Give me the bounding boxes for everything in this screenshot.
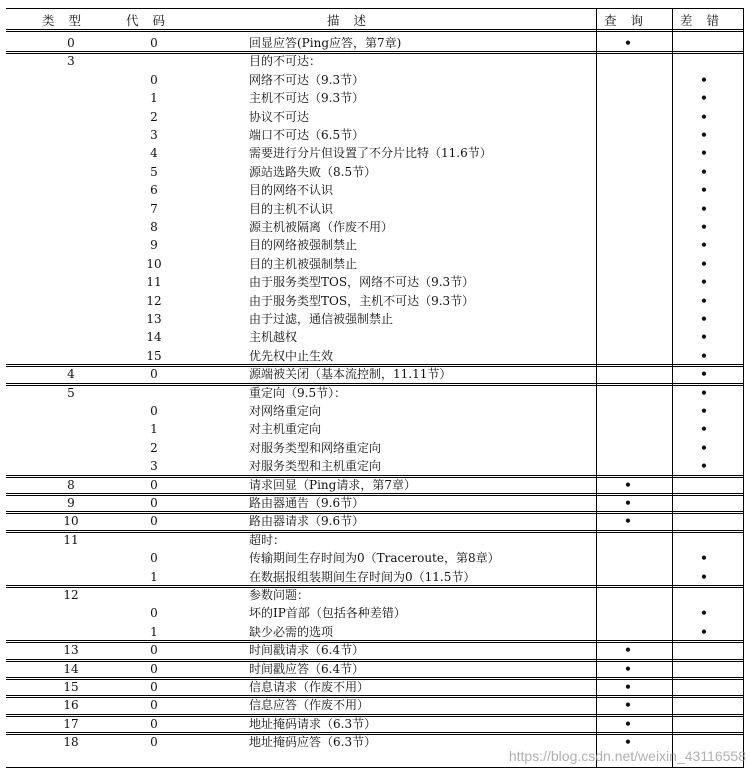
cell-error-mark: • — [700, 606, 708, 621]
table-row — [6, 34, 744, 52]
cell-description: 传输期间生存时间为0（Traceroute，第8章） — [249, 551, 500, 566]
cell-code: 1 — [150, 569, 158, 584]
group-rule — [6, 640, 744, 643]
cell-code: 5 — [150, 164, 158, 179]
table-row — [6, 623, 744, 641]
cell-code: 0 — [150, 36, 158, 50]
cell-error-mark: • — [700, 164, 708, 179]
cell-code: 0 — [150, 698, 158, 713]
table-row — [6, 402, 744, 420]
cell-code: 11 — [146, 275, 162, 290]
cell-code: 0 — [150, 514, 158, 529]
cell-description: 主机越权 — [249, 330, 298, 345]
table-row — [6, 549, 744, 567]
cell-description: 需要进行分片但设置了不分片比特（11.6节） — [249, 146, 492, 161]
table-row — [6, 200, 744, 218]
cell-code: 0 — [150, 551, 158, 566]
cell-description: 源端被关闭（基本流控制，11.11节） — [249, 367, 452, 382]
cell-query-mark: • — [624, 477, 632, 492]
group-rule — [6, 475, 744, 478]
cell-code: 1 — [150, 91, 158, 106]
cell-error-mark: • — [700, 459, 708, 474]
cell-error-mark: • — [700, 348, 708, 363]
bottom-rule — [6, 767, 744, 768]
cell-error-mark: • — [700, 72, 708, 87]
cell-code: 14 — [146, 330, 162, 345]
table-row — [6, 604, 744, 622]
cell-code: 0 — [150, 661, 158, 676]
cell-description: 对服务类型和网络重定向 — [249, 440, 382, 455]
table-row — [6, 494, 744, 512]
cell-code: 0 — [150, 496, 158, 510]
table-row — [6, 126, 744, 144]
column-rule — [596, 8, 597, 768]
cell-code: 9 — [150, 238, 158, 253]
cell-code: 4 — [150, 146, 158, 161]
cell-description: 协议不可达 — [249, 109, 310, 124]
cell-type: 3 — [67, 54, 75, 69]
cell-error-mark: • — [700, 440, 708, 455]
cell-error-mark: • — [700, 220, 708, 234]
cell-code: 3 — [150, 459, 158, 474]
cell-error-mark: • — [700, 183, 708, 198]
cell-error-mark: • — [700, 569, 708, 584]
table-row — [6, 476, 744, 494]
table-row — [6, 586, 744, 604]
group-rule — [6, 714, 744, 717]
cell-description: 坏的IP首部（包括各种差错） — [249, 606, 406, 621]
table-row — [6, 236, 744, 254]
cell-error-mark: • — [700, 404, 708, 418]
cell-description: 地址掩码应答（6.3节） — [249, 735, 377, 750]
top-rule — [6, 8, 744, 9]
cell-code: 2 — [150, 440, 158, 455]
cell-query-mark: • — [624, 716, 632, 731]
cell-description: 超时： — [249, 532, 286, 547]
cell-code: 3 — [150, 128, 158, 142]
cell-type: 14 — [63, 661, 79, 676]
cell-code: 0 — [150, 716, 158, 731]
cell-description: 信息请求（作废不用） — [249, 680, 370, 694]
group-rule — [6, 383, 744, 386]
cell-error-mark: • — [700, 624, 708, 639]
table-row — [6, 384, 744, 402]
table-row — [6, 439, 744, 457]
cell-query-mark: • — [624, 496, 632, 510]
table-row — [6, 641, 744, 659]
cell-error-mark: • — [700, 91, 708, 106]
cell-code: 0 — [150, 367, 158, 382]
table-row — [6, 310, 744, 328]
cell-type: 8 — [67, 477, 75, 492]
cell-description: 对服务类型和主机重定向 — [249, 459, 382, 474]
table-row — [6, 218, 744, 236]
cell-type: 18 — [63, 735, 79, 750]
table-row — [6, 144, 744, 162]
cell-error-mark: • — [700, 293, 708, 308]
cell-description: 目的网络被强制禁止 — [249, 238, 358, 253]
cell-description: 路由器请求（9.6节） — [249, 514, 365, 529]
cell-code: 15 — [146, 348, 162, 363]
cell-type: 16 — [63, 698, 79, 713]
cell-description: 重定向（9.5节）： — [249, 385, 347, 400]
table-row — [6, 678, 744, 696]
cell-description: 请求回显（Ping请求，第7章） — [249, 477, 416, 492]
cell-query-mark: • — [624, 698, 632, 713]
table-row — [6, 568, 744, 586]
cell-type: 5 — [67, 385, 75, 400]
cell-type: 17 — [63, 716, 79, 731]
table-row — [6, 512, 744, 530]
column-rule — [672, 8, 673, 768]
table-row — [6, 71, 744, 89]
cell-code: 0 — [150, 643, 158, 658]
watermark: https://blog.csdn.net/weixin_43116558 — [508, 748, 746, 764]
cell-code: 0 — [150, 404, 158, 418]
cell-error-mark: • — [700, 109, 708, 124]
cell-description: 在数据报组装期间生存时间为0（11.5节） — [249, 569, 476, 584]
header-description: 描述 — [327, 13, 381, 28]
cell-error-mark: • — [700, 385, 708, 400]
cell-error-mark: • — [700, 146, 708, 161]
cell-description: 由于服务类型TOS，网络不可达（9.3节） — [249, 275, 475, 290]
cell-description: 回显应答(Ping应答，第7章) — [249, 36, 402, 50]
cell-code: 1 — [150, 624, 158, 639]
cell-type: 4 — [67, 367, 75, 382]
cell-code: 0 — [150, 735, 158, 750]
table-row — [6, 457, 744, 475]
cell-description: 源主机被隔离（作废不用） — [249, 220, 394, 234]
cell-code: 0 — [150, 680, 158, 694]
table-row — [6, 163, 744, 181]
group-rule — [6, 585, 744, 588]
group-rule — [6, 51, 744, 54]
table-row — [6, 181, 744, 199]
cell-error-mark: • — [700, 128, 708, 142]
cell-code: 7 — [150, 201, 158, 216]
cell-type: 10 — [63, 514, 79, 529]
cell-code: 0 — [150, 606, 158, 621]
cell-query-mark: • — [624, 680, 632, 694]
cell-description: 由于过滤，通信被强制禁止 — [249, 312, 394, 326]
cell-code: 10 — [146, 256, 162, 271]
table-row — [6, 531, 744, 549]
group-rule — [6, 364, 744, 367]
cell-query-mark: • — [624, 735, 632, 750]
cell-code: 0 — [150, 477, 158, 492]
cell-query-mark: • — [624, 643, 632, 658]
icmp-message-type-table — [6, 8, 744, 768]
cell-error-mark: • — [700, 330, 708, 345]
cell-error-mark: • — [700, 312, 708, 326]
table-row — [6, 328, 744, 346]
table-row — [6, 255, 744, 273]
cell-code: 13 — [146, 312, 162, 326]
cell-type: 0 — [67, 36, 75, 50]
group-rule — [6, 677, 744, 680]
cell-description: 目的不可达： — [249, 54, 322, 69]
cell-error-mark: • — [700, 551, 708, 566]
group-rule — [6, 493, 744, 496]
cell-description: 缺少必需的选项 — [249, 624, 334, 639]
header-error: 差错 — [680, 13, 734, 28]
cell-description: 目的网络不认识 — [249, 183, 334, 198]
cell-description: 目的主机被强制禁止 — [249, 256, 358, 271]
group-rule — [6, 695, 744, 698]
header-query: 查询 — [604, 13, 658, 28]
cell-type: 15 — [63, 680, 79, 694]
table-row — [6, 273, 744, 291]
cell-type: 12 — [63, 588, 79, 602]
cell-description: 地址掩码请求（6.3节） — [249, 716, 377, 731]
header-rule — [6, 29, 744, 32]
table-row — [6, 365, 744, 383]
cell-query-mark: • — [624, 514, 632, 529]
group-rule — [6, 659, 744, 662]
cell-code: 12 — [146, 293, 162, 308]
cell-error-mark: • — [700, 256, 708, 271]
cell-error-mark: • — [700, 238, 708, 253]
table-row — [6, 292, 744, 310]
header-code: 代码 — [126, 13, 180, 28]
table-row — [6, 660, 744, 678]
cell-type: 13 — [63, 643, 79, 658]
table-row — [6, 347, 744, 365]
cell-error-mark: • — [700, 367, 708, 382]
cell-description: 目的主机不认识 — [249, 201, 334, 216]
cell-description: 源站选路失败（8.5节） — [249, 164, 377, 179]
group-rule — [6, 732, 744, 735]
cell-code: 0 — [150, 72, 158, 87]
cell-error-mark: • — [700, 275, 708, 290]
cell-error-mark: • — [700, 422, 708, 437]
cell-description: 由于服务类型TOS，主机不可达（9.3节） — [249, 293, 475, 308]
cell-type: 9 — [67, 496, 75, 510]
table-row — [6, 420, 744, 438]
header-type: 类型 — [42, 13, 96, 28]
table-row — [6, 108, 744, 126]
cell-code: 8 — [150, 220, 158, 234]
cell-description: 主机不可达（9.3节） — [249, 91, 365, 106]
cell-description: 网络不可达（9.3节） — [249, 72, 365, 87]
cell-error-mark: • — [700, 201, 708, 216]
cell-code: 1 — [150, 422, 158, 437]
cell-code: 2 — [150, 109, 158, 124]
group-rule — [6, 511, 744, 514]
cell-description: 时间戳请求（6.4节） — [249, 643, 365, 658]
cell-type: 11 — [63, 532, 79, 547]
table-row — [6, 52, 744, 70]
cell-description: 信息应答（作废不用） — [249, 698, 370, 713]
cell-description: 优先权中止生效 — [249, 348, 334, 363]
column-rule — [743, 8, 744, 768]
table-row — [6, 696, 744, 714]
cell-query-mark: • — [624, 36, 632, 50]
cell-code: 6 — [150, 183, 158, 198]
table-header — [6, 8, 744, 30]
cell-description: 对网络重定向 — [249, 404, 322, 418]
cell-description: 路由器通告（9.6节） — [249, 496, 365, 510]
cell-description: 端口不可达（6.5节） — [249, 128, 365, 142]
cell-description: 参数问题： — [249, 588, 310, 602]
cell-query-mark: • — [624, 661, 632, 676]
group-rule — [6, 530, 744, 533]
table-row — [6, 89, 744, 107]
cell-description: 时间戳应答（6.4节） — [249, 661, 365, 676]
cell-description: 对主机重定向 — [249, 422, 322, 437]
table-row — [6, 715, 744, 733]
